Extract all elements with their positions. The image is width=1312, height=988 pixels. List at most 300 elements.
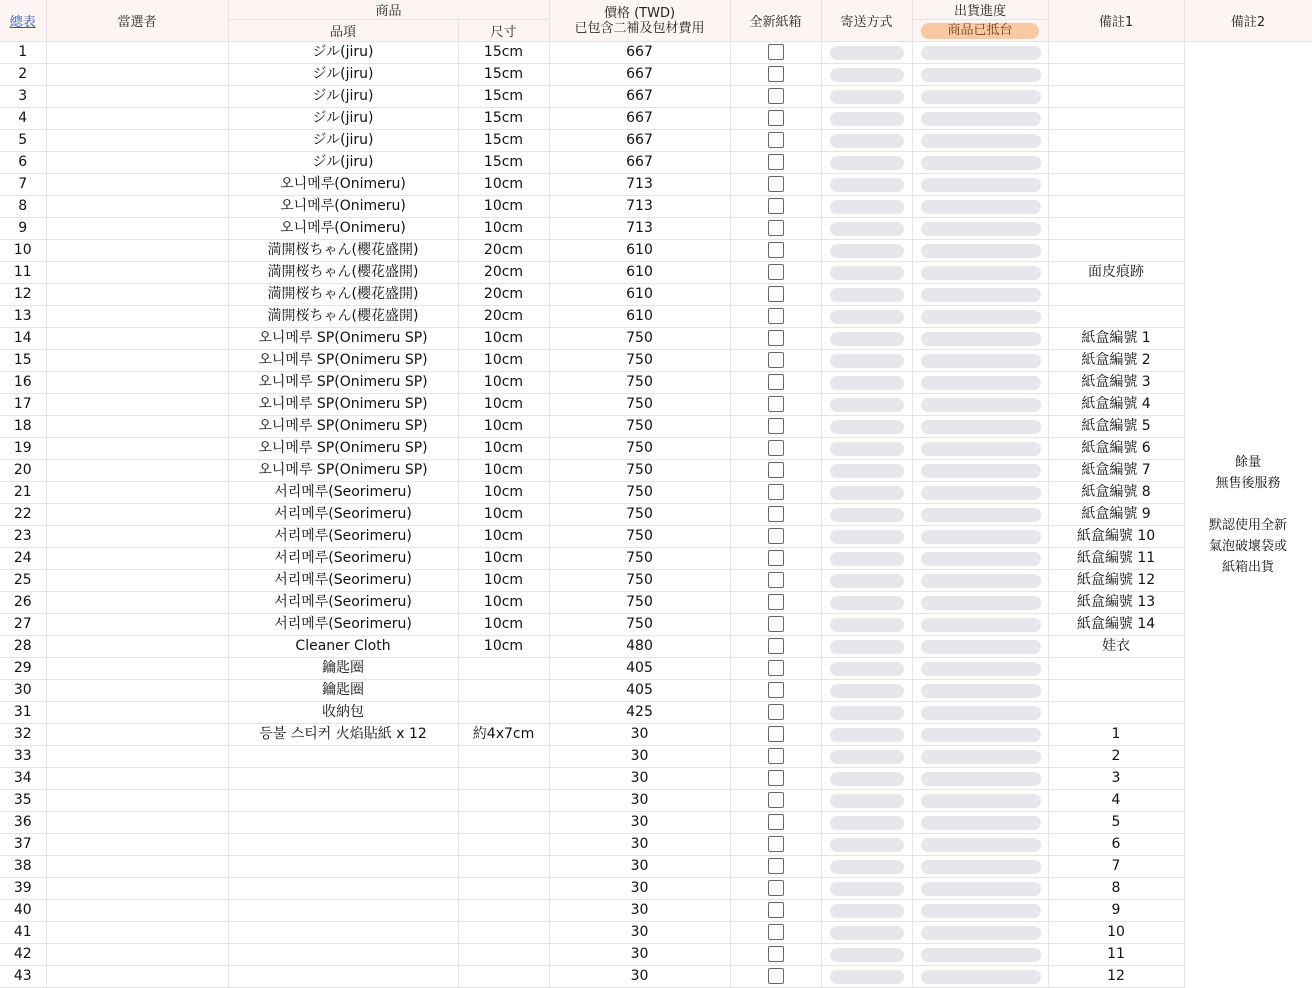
progress-dropdown[interactable] xyxy=(921,794,1041,808)
winner-cell[interactable] xyxy=(46,218,228,240)
table-row xyxy=(0,944,1312,966)
shipping-dropdown[interactable] xyxy=(830,860,904,874)
note1-cell: 12 xyxy=(1048,966,1184,988)
progress-dropdown[interactable] xyxy=(921,618,1041,632)
progress-dropdown[interactable] xyxy=(921,222,1041,236)
table-row xyxy=(0,64,1312,86)
summary-tab-link[interactable]: 總表 xyxy=(0,0,46,42)
row-number-cell: 10 xyxy=(0,240,46,262)
progress-dropdown[interactable] xyxy=(921,90,1041,104)
item-cell: 서리메루(Seorimeru) xyxy=(228,592,458,614)
shipping-dropdown[interactable] xyxy=(830,112,904,126)
size-cell: 約4x7cm xyxy=(458,724,549,746)
progress-dropdown[interactable] xyxy=(921,46,1041,60)
price-header xyxy=(549,0,730,42)
new-box-checkbox[interactable] xyxy=(768,264,784,280)
winner-cell[interactable] xyxy=(46,416,228,438)
winner-cell[interactable] xyxy=(46,658,228,680)
new-box-checkbox[interactable] xyxy=(768,462,784,478)
winner-cell[interactable] xyxy=(46,746,228,768)
new-box-cell xyxy=(730,812,821,834)
note1-cell: 紙盒編號 2 xyxy=(1048,350,1184,372)
winner-cell[interactable] xyxy=(46,724,228,746)
new-box-checkbox[interactable] xyxy=(768,682,784,698)
item-cell xyxy=(228,856,458,878)
item-cell: ジル(jiru) xyxy=(228,108,458,130)
winner-cell[interactable] xyxy=(46,548,228,570)
progress-cell xyxy=(912,526,1048,548)
winner-cell[interactable] xyxy=(46,526,228,548)
winner-cell[interactable] xyxy=(46,834,228,856)
progress-dropdown[interactable] xyxy=(921,486,1041,500)
progress-cell xyxy=(912,834,1048,856)
row-number-cell: 33 xyxy=(0,746,46,768)
new-box-checkbox[interactable] xyxy=(768,132,784,148)
new-box-cell xyxy=(730,372,821,394)
winner-cell[interactable] xyxy=(46,42,228,64)
new-box-cell xyxy=(730,218,821,240)
row-number-cell: 4 xyxy=(0,108,46,130)
winner-cell[interactable] xyxy=(46,812,228,834)
size-cell: 20cm xyxy=(458,262,549,284)
new-box-checkbox[interactable] xyxy=(768,968,784,984)
progress-cell xyxy=(912,504,1048,526)
progress-dropdown[interactable] xyxy=(921,750,1041,764)
winner-cell[interactable] xyxy=(46,152,228,174)
table-row xyxy=(0,42,1312,64)
progress-dropdown[interactable] xyxy=(921,332,1041,346)
winner-cell[interactable] xyxy=(46,438,228,460)
shipping-dropdown[interactable] xyxy=(830,288,904,302)
price-cell: 750 xyxy=(549,416,730,438)
shipping-dropdown[interactable] xyxy=(830,310,904,324)
progress-dropdown[interactable] xyxy=(921,398,1041,412)
shipping-dropdown[interactable] xyxy=(830,244,904,258)
winner-cell[interactable] xyxy=(46,86,228,108)
progress-dropdown[interactable] xyxy=(921,442,1041,456)
progress-dropdown[interactable] xyxy=(921,574,1041,588)
shipping-dropdown[interactable] xyxy=(830,398,904,412)
progress-dropdown[interactable] xyxy=(921,816,1041,830)
new-box-cell xyxy=(730,834,821,856)
shipping-cell xyxy=(821,922,912,944)
progress-dropdown[interactable] xyxy=(921,728,1041,742)
progress-dropdown[interactable] xyxy=(921,948,1041,962)
new-box-checkbox[interactable] xyxy=(768,176,784,192)
shipping-dropdown[interactable] xyxy=(830,464,904,478)
winner-cell[interactable] xyxy=(46,240,228,262)
note1-cell: 娃衣 xyxy=(1048,636,1184,658)
size-cell xyxy=(458,658,549,680)
shipping-dropdown[interactable] xyxy=(830,574,904,588)
item-cell: 満開桜ちゃん(櫻花盛開) xyxy=(228,262,458,284)
item-cell: 서리메루(Seorimeru) xyxy=(228,614,458,636)
shipping-dropdown[interactable] xyxy=(830,200,904,214)
item-cell: 오니메루 SP(Onimeru SP) xyxy=(228,394,458,416)
new-box-checkbox[interactable] xyxy=(768,506,784,522)
new-box-header: 全新紙箱 xyxy=(730,0,821,42)
winner-cell[interactable] xyxy=(46,108,228,130)
size-cell: 10cm xyxy=(458,328,549,350)
progress-cell xyxy=(912,548,1048,570)
shipping-dropdown[interactable] xyxy=(830,904,904,918)
shipping-cell xyxy=(821,460,912,482)
new-box-checkbox[interactable] xyxy=(768,242,784,258)
new-box-checkbox[interactable] xyxy=(768,418,784,434)
shipping-cell xyxy=(821,878,912,900)
new-box-checkbox[interactable] xyxy=(768,550,784,566)
new-box-cell xyxy=(730,240,821,262)
table-row xyxy=(0,240,1312,262)
size-header: 尺寸 xyxy=(458,20,549,42)
winner-cell[interactable] xyxy=(46,306,228,328)
progress-dropdown[interactable] xyxy=(921,596,1041,610)
price-cell: 750 xyxy=(549,570,730,592)
shipping-dropdown[interactable] xyxy=(830,266,904,280)
size-cell xyxy=(458,834,549,856)
winner-cell[interactable] xyxy=(46,196,228,218)
progress-dropdown[interactable] xyxy=(921,838,1041,852)
size-cell: 15cm xyxy=(458,130,549,152)
progress-dropdown[interactable] xyxy=(921,354,1041,368)
progress-cell xyxy=(912,284,1048,306)
progress-dropdown[interactable] xyxy=(921,706,1041,720)
item-cell xyxy=(228,878,458,900)
row-number-cell: 43 xyxy=(0,966,46,988)
progress-dropdown[interactable] xyxy=(921,310,1041,324)
winner-cell[interactable] xyxy=(46,372,228,394)
progress-dropdown[interactable] xyxy=(921,772,1041,786)
note1-cell: 2 xyxy=(1048,746,1184,768)
shipping-cell xyxy=(821,548,912,570)
table-row xyxy=(0,372,1312,394)
progress-dropdown[interactable] xyxy=(921,156,1041,170)
row-number-cell: 41 xyxy=(0,922,46,944)
row-number-cell: 39 xyxy=(0,878,46,900)
progress-dropdown[interactable] xyxy=(921,420,1041,434)
shipping-dropdown[interactable] xyxy=(830,90,904,104)
winner-cell[interactable] xyxy=(46,482,228,504)
row-number-cell: 34 xyxy=(0,768,46,790)
price-cell: 405 xyxy=(549,680,730,702)
winner-cell[interactable] xyxy=(46,636,228,658)
winner-cell[interactable] xyxy=(46,680,228,702)
winner-cell[interactable] xyxy=(46,922,228,944)
progress-status-badge[interactable]: 商品已抵台 xyxy=(921,23,1039,39)
new-box-checkbox[interactable] xyxy=(768,286,784,302)
progress-dropdown[interactable] xyxy=(921,640,1041,654)
new-box-checkbox[interactable] xyxy=(768,352,784,368)
new-box-checkbox[interactable] xyxy=(768,924,784,940)
progress-dropdown[interactable] xyxy=(921,508,1041,522)
item-cell: 오니메루 SP(Onimeru SP) xyxy=(228,328,458,350)
shipping-dropdown[interactable] xyxy=(830,596,904,610)
progress-dropdown[interactable] xyxy=(921,882,1041,896)
shipping-dropdown[interactable] xyxy=(830,178,904,192)
winner-cell[interactable] xyxy=(46,702,228,724)
new-box-checkbox[interactable] xyxy=(768,198,784,214)
winner-cell[interactable] xyxy=(46,878,228,900)
size-cell xyxy=(458,922,549,944)
winner-cell[interactable] xyxy=(46,944,228,966)
new-box-cell xyxy=(730,614,821,636)
new-box-checkbox[interactable] xyxy=(768,308,784,324)
new-box-checkbox[interactable] xyxy=(768,396,784,412)
shipping-cell xyxy=(821,130,912,152)
winner-cell[interactable] xyxy=(46,328,228,350)
progress-dropdown[interactable] xyxy=(921,178,1041,192)
note1-cell xyxy=(1048,152,1184,174)
size-cell: 20cm xyxy=(458,306,549,328)
new-box-checkbox[interactable] xyxy=(768,110,784,126)
winner-cell[interactable] xyxy=(46,856,228,878)
progress-cell xyxy=(912,702,1048,724)
new-box-checkbox[interactable] xyxy=(768,330,784,346)
new-box-cell xyxy=(730,504,821,526)
shipping-dropdown[interactable] xyxy=(830,156,904,170)
winner-cell[interactable] xyxy=(46,966,228,988)
row-number-cell: 24 xyxy=(0,548,46,570)
shipping-dropdown[interactable] xyxy=(830,486,904,500)
price-cell: 750 xyxy=(549,328,730,350)
note1-cell xyxy=(1048,196,1184,218)
progress-cell xyxy=(912,438,1048,460)
item-cell xyxy=(228,944,458,966)
shipping-cell xyxy=(821,812,912,834)
winner-cell[interactable] xyxy=(46,768,228,790)
shipping-dropdown[interactable] xyxy=(830,530,904,544)
progress-dropdown[interactable] xyxy=(921,926,1041,940)
note1-cell: 紙盒編號 11 xyxy=(1048,548,1184,570)
row-number-cell: 29 xyxy=(0,658,46,680)
shipping-dropdown[interactable] xyxy=(830,332,904,346)
new-box-checkbox[interactable] xyxy=(768,594,784,610)
progress-cell xyxy=(912,108,1048,130)
new-box-checkbox[interactable] xyxy=(768,946,784,962)
progress-dropdown[interactable] xyxy=(921,662,1041,676)
shipping-dropdown[interactable] xyxy=(830,794,904,808)
price-cell: 30 xyxy=(549,900,730,922)
progress-cell xyxy=(912,394,1048,416)
size-cell xyxy=(458,966,549,988)
winner-cell[interactable] xyxy=(46,64,228,86)
progress-dropdown[interactable] xyxy=(921,244,1041,258)
shipping-dropdown[interactable] xyxy=(830,442,904,456)
price-header-line2: 已包含二補及包材費用 xyxy=(574,20,705,36)
shipping-dropdown[interactable] xyxy=(830,134,904,148)
shipping-cell xyxy=(821,856,912,878)
new-box-checkbox[interactable] xyxy=(768,66,784,82)
shipping-dropdown[interactable] xyxy=(830,552,904,566)
table-row xyxy=(0,636,1312,658)
progress-cell xyxy=(912,592,1048,614)
shipping-dropdown[interactable] xyxy=(830,970,904,984)
shipping-dropdown[interactable] xyxy=(830,222,904,236)
note1-cell xyxy=(1048,42,1184,64)
shipping-dropdown[interactable] xyxy=(830,882,904,896)
shipping-dropdown[interactable] xyxy=(830,684,904,698)
progress-cell xyxy=(912,350,1048,372)
winner-cell[interactable] xyxy=(46,504,228,526)
shipping-dropdown[interactable] xyxy=(830,772,904,786)
progress-dropdown[interactable] xyxy=(921,530,1041,544)
size-cell: 10cm xyxy=(458,570,549,592)
price-cell: 480 xyxy=(549,636,730,658)
winner-cell[interactable] xyxy=(46,284,228,306)
shipping-dropdown[interactable] xyxy=(830,816,904,830)
progress-dropdown[interactable] xyxy=(921,200,1041,214)
new-box-checkbox[interactable] xyxy=(768,484,784,500)
shipping-cell xyxy=(821,768,912,790)
progress-dropdown[interactable] xyxy=(921,68,1041,82)
note1-cell: 紙盒編號 7 xyxy=(1048,460,1184,482)
new-box-checkbox[interactable] xyxy=(768,616,784,632)
shipping-cell xyxy=(821,966,912,988)
winner-cell[interactable] xyxy=(46,394,228,416)
progress-cell xyxy=(912,658,1048,680)
shipping-dropdown[interactable] xyxy=(830,46,904,60)
table-row xyxy=(0,724,1312,746)
row-number-cell: 30 xyxy=(0,680,46,702)
size-cell: 15cm xyxy=(458,152,549,174)
progress-dropdown[interactable] xyxy=(921,860,1041,874)
new-box-checkbox[interactable] xyxy=(768,154,784,170)
shipping-dropdown[interactable] xyxy=(830,728,904,742)
note1-cell: 8 xyxy=(1048,878,1184,900)
shipping-dropdown[interactable] xyxy=(830,640,904,654)
progress-dropdown[interactable] xyxy=(921,376,1041,390)
progress-cell xyxy=(912,328,1048,350)
table-row xyxy=(0,702,1312,724)
shipping-cell xyxy=(821,64,912,86)
shipping-dropdown[interactable] xyxy=(830,706,904,720)
price-cell: 610 xyxy=(549,262,730,284)
new-box-checkbox[interactable] xyxy=(768,880,784,896)
size-cell: 10cm xyxy=(458,438,549,460)
row-number-cell: 18 xyxy=(0,416,46,438)
winner-cell[interactable] xyxy=(46,130,228,152)
note2-line2: 無售後服務 xyxy=(1215,475,1281,491)
new-box-checkbox[interactable] xyxy=(768,902,784,918)
new-box-checkbox[interactable] xyxy=(768,638,784,654)
progress-dropdown[interactable] xyxy=(921,552,1041,566)
price-cell: 425 xyxy=(549,702,730,724)
item-cell: ジル(jiru) xyxy=(228,42,458,64)
item-cell: 등불 스티커 火焰貼紙 x 12 xyxy=(228,724,458,746)
winner-cell[interactable] xyxy=(46,262,228,284)
progress-dropdown[interactable] xyxy=(921,970,1041,984)
winner-cell[interactable] xyxy=(46,460,228,482)
new-box-checkbox[interactable] xyxy=(768,528,784,544)
winner-cell[interactable] xyxy=(46,900,228,922)
new-box-checkbox[interactable] xyxy=(768,814,784,830)
new-box-checkbox[interactable] xyxy=(768,44,784,60)
new-box-checkbox[interactable] xyxy=(768,88,784,104)
shipping-dropdown[interactable] xyxy=(830,948,904,962)
shipping-cell xyxy=(821,482,912,504)
new-box-checkbox[interactable] xyxy=(768,792,784,808)
price-cell: 30 xyxy=(549,922,730,944)
size-cell: 10cm xyxy=(458,174,549,196)
shipping-dropdown[interactable] xyxy=(830,420,904,434)
progress-dropdown[interactable] xyxy=(921,112,1041,126)
table-row xyxy=(0,262,1312,284)
winner-cell[interactable] xyxy=(46,174,228,196)
new-box-checkbox[interactable] xyxy=(768,440,784,456)
new-box-cell xyxy=(730,922,821,944)
price-cell: 30 xyxy=(549,812,730,834)
item-cell xyxy=(228,812,458,834)
progress-cell xyxy=(912,570,1048,592)
shipping-dropdown[interactable] xyxy=(830,68,904,82)
new-box-cell xyxy=(730,790,821,812)
progress-dropdown[interactable] xyxy=(921,134,1041,148)
note1-cell: 紙盒編號 12 xyxy=(1048,570,1184,592)
item-cell xyxy=(228,746,458,768)
winner-cell[interactable] xyxy=(46,614,228,636)
winner-cell[interactable] xyxy=(46,350,228,372)
shipping-dropdown[interactable] xyxy=(830,354,904,368)
new-box-checkbox[interactable] xyxy=(768,704,784,720)
new-box-checkbox[interactable] xyxy=(768,660,784,676)
row-number-cell: 6 xyxy=(0,152,46,174)
shipping-dropdown[interactable] xyxy=(830,376,904,390)
shipping-cell xyxy=(821,284,912,306)
progress-dropdown[interactable] xyxy=(921,684,1041,698)
progress-cell xyxy=(912,174,1048,196)
new-box-checkbox[interactable] xyxy=(768,220,784,236)
new-box-checkbox[interactable] xyxy=(768,374,784,390)
new-box-cell xyxy=(730,196,821,218)
new-box-cell xyxy=(730,174,821,196)
shipping-dropdown[interactable] xyxy=(830,750,904,764)
note1-cell: 紙盒編號 10 xyxy=(1048,526,1184,548)
note2-merged-cell xyxy=(1184,42,1312,988)
shipping-cell xyxy=(821,372,912,394)
row-number-cell: 21 xyxy=(0,482,46,504)
new-box-checkbox[interactable] xyxy=(768,858,784,874)
note1-cell: 紙盒編號 1 xyxy=(1048,328,1184,350)
shipping-dropdown[interactable] xyxy=(830,926,904,940)
progress-dropdown[interactable] xyxy=(921,266,1041,280)
new-box-checkbox[interactable] xyxy=(768,748,784,764)
progress-cell xyxy=(912,724,1048,746)
winner-cell[interactable] xyxy=(46,790,228,812)
winner-cell[interactable] xyxy=(46,570,228,592)
shipping-dropdown[interactable] xyxy=(830,662,904,676)
progress-dropdown[interactable] xyxy=(921,904,1041,918)
new-box-checkbox[interactable] xyxy=(768,572,784,588)
progress-dropdown[interactable] xyxy=(921,464,1041,478)
new-box-cell xyxy=(730,394,821,416)
item-cell: 満開桜ちゃん(櫻花盛開) xyxy=(228,240,458,262)
shipping-dropdown[interactable] xyxy=(830,508,904,522)
new-box-cell xyxy=(730,306,821,328)
new-box-checkbox[interactable] xyxy=(768,836,784,852)
new-box-checkbox[interactable] xyxy=(768,726,784,742)
note2-line3 xyxy=(1185,494,1312,515)
shipping-dropdown[interactable] xyxy=(830,618,904,632)
size-cell: 10cm xyxy=(458,526,549,548)
size-cell xyxy=(458,812,549,834)
new-box-cell xyxy=(730,680,821,702)
shipping-dropdown[interactable] xyxy=(830,838,904,852)
size-cell: 15cm xyxy=(458,42,549,64)
progress-dropdown[interactable] xyxy=(921,288,1041,302)
new-box-checkbox[interactable] xyxy=(768,770,784,786)
winner-cell[interactable] xyxy=(46,592,228,614)
item-cell: 서리메루(Seorimeru) xyxy=(228,570,458,592)
